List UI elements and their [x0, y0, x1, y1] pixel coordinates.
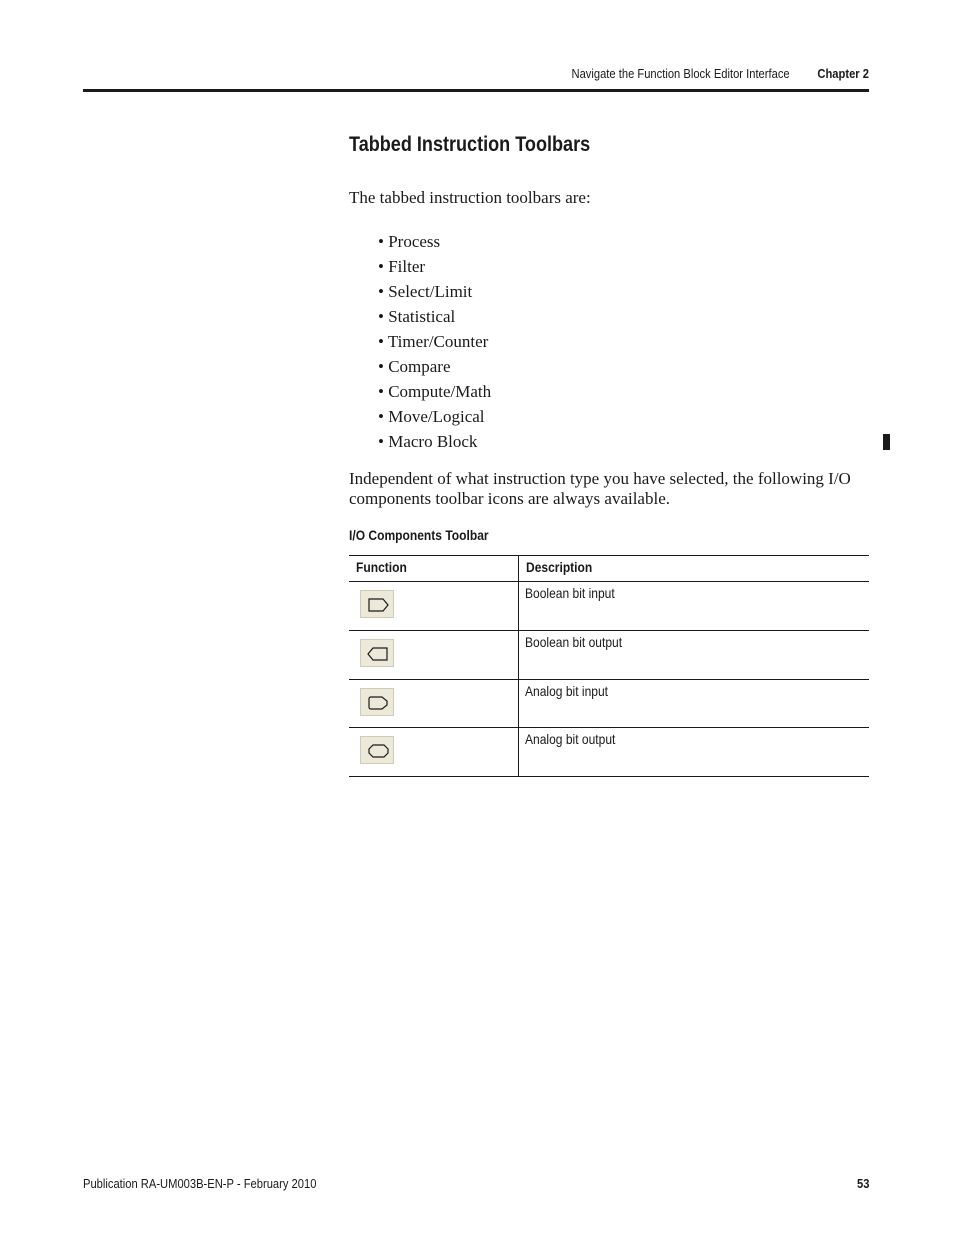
list-item: • Move/Logical: [378, 407, 485, 426]
footer-publication: Publication RA-UM003B-EN-P - February 2010: [83, 1176, 317, 1191]
table-row: [349, 630, 869, 679]
column-divider: [518, 555, 519, 777]
column-header-description: Description: [526, 559, 593, 575]
list-item: • Timer/Counter: [378, 332, 489, 351]
list-item: • Compare: [378, 357, 451, 376]
list-item: • Compute/Math: [378, 382, 492, 401]
row-description: Analog bit output: [525, 731, 616, 747]
table-top-rule: [349, 555, 869, 556]
row-description: Boolean bit input: [525, 585, 615, 601]
list-item: • Process: [378, 232, 441, 251]
running-header-title: Navigate the Function Block Editor Interface: [571, 66, 790, 81]
table-row: [349, 727, 869, 777]
change-bar: [883, 434, 890, 450]
column-header-function: Function: [356, 559, 407, 575]
boolean-output-icon: [360, 639, 394, 667]
toolbar-list: [378, 229, 491, 454]
list-item: • Macro Block: [378, 432, 478, 451]
boolean-input-icon: [360, 590, 394, 618]
list-item: • Statistical: [378, 307, 456, 326]
list-item: • Select/Limit: [378, 282, 473, 301]
row-description: Analog bit input: [525, 683, 609, 699]
table-caption: I/O Components Toolbar: [349, 527, 489, 543]
list-item: • Filter: [378, 257, 426, 276]
section-heading: Tabbed Instruction Toolbars: [349, 133, 591, 156]
intro-paragraph: The tabbed instruction toolbars are:: [349, 188, 591, 207]
analog-output-icon: [360, 736, 394, 764]
row-description: Boolean bit output: [525, 634, 623, 650]
table-row: [349, 581, 869, 630]
analog-input-icon: [360, 688, 394, 716]
header-rule: [83, 89, 869, 92]
page-number: 53: [856, 1176, 869, 1191]
body-paragraph: Independent of what instruction type you have selected, the following I/O components toolbar icons are always available.: [349, 469, 851, 508]
table-row: [349, 679, 869, 727]
running-header-chapter: Chapter 2: [817, 66, 869, 81]
